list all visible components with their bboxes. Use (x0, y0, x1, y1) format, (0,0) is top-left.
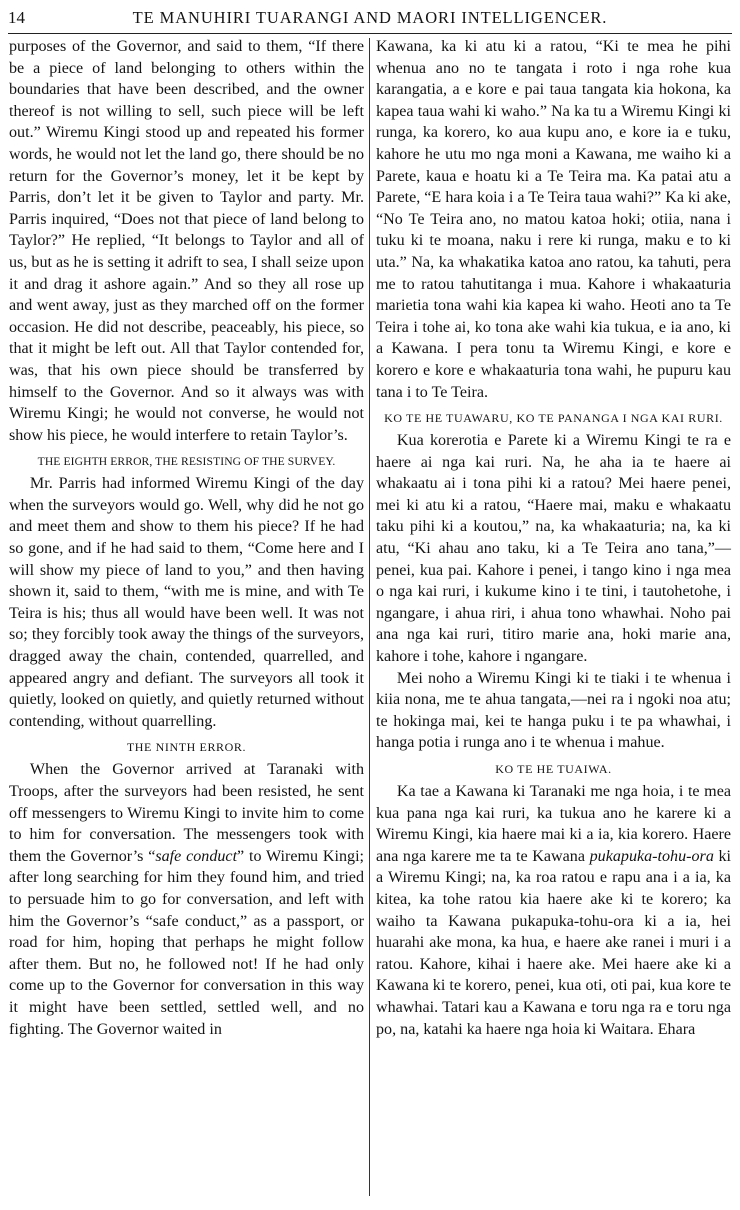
english-column (9, 36, 364, 1204)
paragraph-survey: Mr. Parris had informed Wiremu Kingi of the day when the surveyors would go. Well, why did he not go and meet them and show to them his piece? If he had so gone, and if he had said to them, “Come here and I will show my piece of land to you,” and then having shown it, said to them, “with me is mine, and with Te Teira is his; thus all would have been well. It was not so; they forcibly took away the things of the surveyors, dragged away the chain, contended, quarrelled, and appeared angry and defiant. The surveyors all took it quietly, looked on quietly, and quietly returned without contending, without quarrelling. (9, 475, 364, 730)
text-run: Ka tae a Kawana ki Taranaki me nga hoia, i te mea kua pana nga kai ruri, ka tukua ano he karere ki a Wiremu Kingi, kia haere mai ki a ia, kia korero. Haere ana nga karere me ta te Kawana (376, 783, 731, 865)
running-title: TE MANUHIRI TUARANGI AND MAORI INTELLIGENCER. (132, 8, 608, 27)
column-divider (369, 38, 370, 1196)
paragraph-governor (9, 759, 364, 1040)
section-heading-tuaiwa: KO TE HE TUAIWA. (495, 762, 612, 776)
page-header (8, 6, 732, 30)
maori-column (376, 36, 731, 1204)
italic-term: pukapuka-tohu-ora (589, 847, 714, 865)
section-heading-tuawaru: KO TE HE TUAWARU, KO TE PANANGA I NGA KAI RURI. (384, 411, 723, 426)
text-run: When the Governor arrived at Taranaki with Troops, after the surveyors had been resisted, he sent off messengers to Wiremu Kingi to invite him to come to him for conversation. The messengers took with them the Governor’s “ (9, 761, 364, 865)
paragraph-continued: purposes of the Governor, and said to them, “If there be a piece of land belonging to others within the boundaries that have been described, and the owner thereof is not willing to sell, such piece will be left out.” Wiremu Kingi stood up and repeated his former words, he would not let the land go, there should be no return for the Governor’s money, let it be kept by Parris, don’t let it be given to Taylor and party. Mr. Parris inquired, “Does not that piece of land belong to Taylor?” He replied, “It belongs to Taylor and all of us, but as he is setting it adrift to sea, I shall seize upon it and drag it ashore again.” And so they all rose up and went away, just as they marched off on the former occasion. He did not describe, peaceably, his piece, so that it might be left out. All that Taylor contended for, was, that his own piece should be transferred by himself to the Governor. And so it always was with Wiremu Kingi; he would not converse, he would not show his piece, he would interfere to retain Taylor’s. (9, 38, 364, 444)
section-heading-eighth-error: THE EIGHTH ERROR, THE RESISTING OF THE SURVEY. (37, 455, 336, 469)
paragraph-kai-ruri: Kua korerotia e Parete ki a Wiremu Kingi te ra e haere ai nga kai ruri. Na, he aha ia te haere ai whakaatu ai i tona pihi ki a ratou? Mei haere penei, mei ki atu ki a ratou, “Haere mai, maku e whakaatu taku pihi ki a koutou,” na, ka whakaaturia; na, ka ki atu, “Ki ahau ano taku, ki a Te Teira ano tana,”—penei, kua pai. Kahore i penei, i tango kino i nga mea o nga kai ruri, i kukume kino i te tini, i tautohetohe, i ngangare, i ahua riri, i ahua tono whawhai. Noho pai ana nga kai ruri, titiro marie ana, hoki marie ana, kahore i tohe, kahore i ngangare. (376, 432, 731, 666)
paragraph-kawana (376, 781, 731, 1040)
section-heading-ninth-error: THE NINTH ERROR. (126, 740, 247, 755)
header-rule (8, 33, 732, 34)
paragraph-noho: Mei noho a Wiremu Kingi ki te tiaki i te whenua i kiia nona, me te ahua tangata,—nei ra i ngoki noa atu; te hokinga mai, kei te hanga puku i te pa whawhai, i hanga potia i runga ano i te whenua i mahue. (376, 669, 731, 752)
text-run: ” to Wiremu Kingi; after long searching for him they found him, and tried to persuade him to go for conversation, and left with him the Governor’s “safe conduct,” as a passport, or road for him, hoping that perhaps he might follow after them. But no, he followed not! If he had only come up to the Governor for conversation in this way it might have been settled, settled well, and no fighting. The Governor waited in (9, 847, 365, 1038)
italic-term: safe conduct (155, 847, 238, 865)
page-number: 14 (8, 8, 25, 27)
text-run: ki a Wiremu Kingi; na, ka roa ratou e rapu ana i a ia, ka kitea, ka tohe ratou kia haere ake ki te korero; ka waiho ta Kawana pukapuka-tohu-ora ki a ia, hei huarahi ake mona, ka hua, e haere ake ranei i muri i a ratou. Kahore, kihai i haere ake. Mei haere ake ki a Kawana ki te korero, penei, kua oti, oti pai, kua kore te whawhai. Tatari kau a Kawana e toru nga ra e toru nga po, na, katahi ka haere nga hoia ki Waitara. Ehara (376, 847, 731, 1038)
paragraph-continued: Kawana, ka ki atu ki a ratou, “Ki te mea he pihi whenua ano no te tangata i roto i nga rohe kua karangatia, a e kore e pai taua tangata kia hokona, ka kapea taua wahi ki waho.” Na ka tu a Wiremu Kingi ki runga, ka korero, ko aua kupu ano, e kore ia e tuku, kahore he utu mo nga moni a Kawana, me waiho ki a Parete, kaua e hoatu ki a Te Teira ma. Ka patai atu a Parete, “E hara koia i a Te Teira taua wahi?” Ka ki ake, “No Te Teira ano, no matou katoa hoki; otiia, nana i tuku ki te moana, naku i rere ki runga, maku e to ki uta.” Na, ka whakatika katoa ano ratou, ka tahuti, pera me to ratou tahutitanga i mua. Kahore i whakaaturia marietia tona wahi kia kapea ki waho. Heoti ano ta Te Teira i tohe ai, ko tona ake wahi kia tukua, e ia ano, ki a Kawana. I pera tonu ta Wiremu Kingi, e kore e korero e kore e whakaaturia tona wahi, he pupuru kau tana i to Te Teira. (376, 38, 731, 401)
